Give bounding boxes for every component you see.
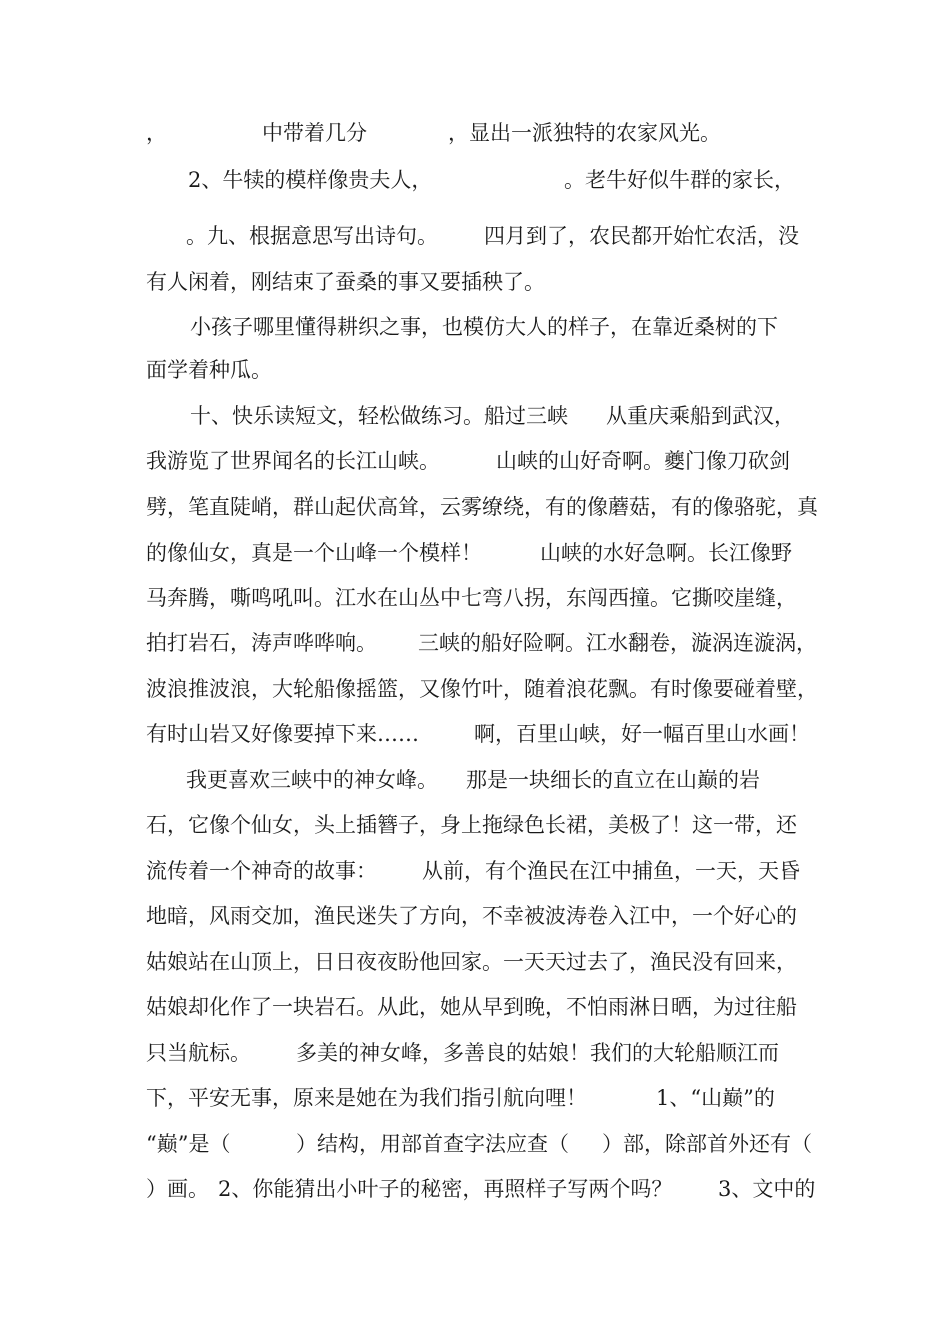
text-segment: 三峡的船好险啊。江水翻卷，漩涡连漩涡， bbox=[418, 631, 817, 655]
text-segment: 。九、根据意思写出诗句。 bbox=[186, 224, 438, 248]
text-segment: 有时山岩又好像要掉下来…… bbox=[146, 722, 419, 746]
text-line bbox=[0, 808, 950, 842]
text-line bbox=[0, 1036, 950, 1070]
text-segment: 只当航标。 bbox=[146, 1041, 251, 1065]
text-segment: 从重庆乘船到武汉， bbox=[606, 404, 795, 428]
text-line bbox=[0, 854, 950, 888]
text-line bbox=[0, 717, 950, 751]
text-segment: 流传着一个神奇的故事： bbox=[146, 859, 377, 883]
text-line bbox=[0, 626, 950, 660]
text-line bbox=[0, 353, 950, 387]
text-segment: 劈，笔直陡峭，群山起伏高耸，云雾缭绕，有的像蘑菇，有的像骆驼，真 bbox=[146, 495, 818, 519]
text-line bbox=[0, 763, 950, 797]
text-segment: 2、牛犊的模样像贵夫人， bbox=[188, 168, 433, 192]
text-segment: 的像仙女，真是一个山峰一个模样！ bbox=[146, 541, 482, 565]
text-line bbox=[0, 945, 950, 979]
text-segment: 姑娘站在山顶上，日日夜夜盼他回家。一天天过去了，渔民没有回来， bbox=[146, 950, 797, 974]
text-segment: 波浪推波浪，大轮船像摇篮，又像竹叶，随着浪花飘。有时像要碰着壁， bbox=[146, 677, 818, 701]
text-line bbox=[0, 399, 950, 433]
text-line bbox=[0, 310, 950, 344]
text-segment: 四月到了，农民都开始忙农活，没 bbox=[484, 224, 799, 248]
text-line bbox=[0, 536, 950, 570]
text-segment: 姑娘却化作了一块岩石。从此，她从早到晚，不怕雨淋日晒，为过往船 bbox=[146, 995, 797, 1019]
text-segment: 3、文中的 bbox=[718, 1177, 816, 1201]
text-line bbox=[0, 899, 950, 933]
text-segment: 拍打岩石，涛声哗哗响。 bbox=[146, 631, 377, 655]
text-segment: “巅”是（ bbox=[146, 1132, 231, 1156]
text-segment: 中带着几分 bbox=[262, 121, 367, 145]
text-segment: ，显出一派独特的农家风光。 bbox=[448, 121, 721, 145]
text-segment: 十、快乐读短文，轻松做练习。船过三峡 bbox=[190, 404, 568, 428]
text-segment: 啊，百里山峡，好一幅百里山水画！ bbox=[474, 722, 810, 746]
text-segment: 有人闲着，刚结束了蚕桑的事又要插秧了。 bbox=[146, 270, 545, 294]
text-segment: ）结构，用部首查字法应查（ bbox=[296, 1132, 569, 1156]
text-segment: 山峡的山好奇啊。夔门像刀砍剑 bbox=[496, 449, 790, 473]
text-segment: 马奔腾，嘶鸣吼叫。江水在山丛中七弯八拐，东闯西撞。它撕咬崖缝， bbox=[146, 586, 797, 610]
text-line bbox=[0, 265, 950, 299]
text-segment: 多美的神女峰，多善良的姑娘！我们的大轮船顺江而 bbox=[296, 1041, 779, 1065]
text-segment: ）画。 bbox=[146, 1177, 209, 1201]
text-segment: 下，平安无事，原来是她在为我们指引航向哩！ bbox=[146, 1086, 587, 1110]
text-line bbox=[0, 1172, 950, 1206]
text-segment: 。老牛好似牛群的家长， bbox=[564, 168, 795, 192]
text-segment: 小孩子哪里懂得耕织之事，也模仿大人的样子，在靠近桑树的下 bbox=[190, 315, 778, 339]
text-segment: 我更喜欢三峡中的神女峰。 bbox=[186, 768, 438, 792]
text-segment: 1、“山巅”的 bbox=[656, 1086, 775, 1110]
text-line bbox=[0, 444, 950, 478]
text-segment: 山峡的水好急啊。长江像野 bbox=[540, 541, 792, 565]
text-line bbox=[0, 990, 950, 1024]
text-segment: 那是一块细长的直立在山巅的岩 bbox=[466, 768, 760, 792]
text-segment: 我游览了世界闻名的长江山峡。 bbox=[146, 449, 440, 473]
text-line bbox=[0, 163, 950, 197]
text-segment: 2、你能猜出小叶子的秘密，再照样子写两个吗？ bbox=[218, 1177, 673, 1201]
text-line bbox=[0, 1081, 950, 1115]
text-line bbox=[0, 219, 950, 253]
text-line bbox=[0, 581, 950, 615]
text-line bbox=[0, 1127, 950, 1161]
text-segment: ， bbox=[146, 121, 167, 145]
text-line bbox=[0, 490, 950, 524]
text-segment: 面学着种瓜。 bbox=[146, 358, 272, 382]
text-segment: 石，它像个仙女，头上插簪子，身上拖绿色长裙，美极了！这一带，还 bbox=[146, 813, 797, 837]
text-line bbox=[0, 672, 950, 706]
text-segment: 从前，有个渔民在江中捕鱼，一天，天昏 bbox=[422, 859, 800, 883]
text-segment: 地暗，风雨交加，渔民迷失了方向，不幸被波涛卷入江中，一个好心的 bbox=[146, 904, 797, 928]
text-segment: ）部，除部首外还有（ bbox=[602, 1132, 812, 1156]
text-line bbox=[0, 116, 950, 150]
